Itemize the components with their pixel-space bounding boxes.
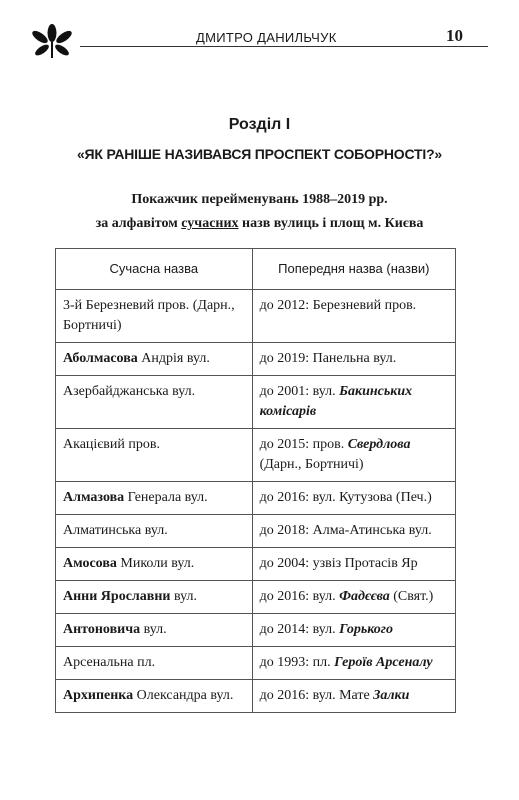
previous-name-cell (252, 343, 455, 376)
previous-name-text: до 1993: пл. (259, 655, 335, 670)
current-name-cell (56, 581, 253, 614)
index-title-line1: Покажчик перейменувань 1988–2019 рр. (131, 192, 388, 207)
running-head-author: ДМИТРО ДАНИЛЬЧУК (196, 30, 337, 45)
previous-name-cell (252, 482, 455, 515)
previous-name-text: до 2014: вул. (259, 622, 340, 637)
table-header-row (56, 249, 456, 290)
previous-name-bold-italic: Бакинських комісарів (259, 384, 413, 419)
current-name-text: Генерала вул. (124, 490, 208, 505)
table-row (56, 290, 456, 343)
current-name-bold: Архипенка (63, 688, 134, 703)
page-number: 10 (446, 26, 463, 45)
current-name-text: Алматинська вул. (63, 523, 168, 538)
previous-name-bold-italic: Фадєєва (339, 589, 390, 604)
previous-name-suffix: (Свят.) (389, 589, 434, 604)
index-title-line2 (0, 216, 519, 232)
header-rule (80, 46, 488, 47)
chapter-subtitle: «ЯК РАНІШЕ НАЗИВАВСЯ ПРОСПЕКТ СОБОРНОСТІ?» (76, 146, 443, 162)
table-row (56, 515, 456, 548)
column-header-current: Сучасна назва (56, 249, 253, 290)
previous-name-bold-italic: Героїв Арсеналу (334, 655, 433, 670)
chapter-title: Розділ І (228, 116, 291, 133)
current-name-text: Андрія вул. (137, 351, 210, 366)
previous-name-bold-italic: Залки (373, 688, 410, 703)
current-name-text: Арсенальна пл. (63, 655, 156, 670)
column-header-previous: Попередня назва (назви) (252, 249, 455, 290)
table-row (56, 376, 456, 429)
current-name-cell (56, 548, 253, 581)
current-name-text: Акацієвий пров. (63, 437, 161, 452)
table-row (56, 680, 456, 713)
current-name-cell (56, 376, 253, 429)
previous-name-text: до 2019: Панельна вул. (259, 351, 397, 366)
previous-name-text: до 2012: Березневий пров. (259, 298, 417, 313)
table-row (56, 429, 456, 482)
current-name-bold: Аболмасова (63, 351, 138, 366)
table-body (56, 290, 456, 713)
current-name-cell (56, 290, 253, 343)
current-name-cell (56, 680, 253, 713)
table-row (56, 482, 456, 515)
previous-name-suffix: (Дарн., Бортничі) (259, 457, 364, 472)
table-row (56, 548, 456, 581)
previous-name-cell (252, 376, 455, 429)
current-name-cell (56, 429, 253, 482)
current-name-text: Олександра вул. (133, 688, 234, 703)
table-row (56, 581, 456, 614)
index-line2-start: за алфавітом (95, 216, 182, 231)
previous-name-text: до 2016: вул. (259, 589, 340, 604)
current-name-bold: Амосова (63, 556, 117, 571)
table-row (56, 343, 456, 376)
current-name-text: вул. (170, 589, 197, 604)
page-header (30, 22, 470, 62)
current-name-text: 3-й Березневий пров. (Дарн., Бортничі) (63, 298, 235, 333)
previous-name-bold-italic: Горького (339, 622, 393, 637)
previous-name-text: до 2004: узвіз Протасів Яр (259, 556, 418, 571)
chestnut-leaf-icon (30, 24, 74, 60)
previous-name-cell (252, 290, 455, 343)
current-name-cell (56, 482, 253, 515)
previous-name-text: до 2015: пров. (259, 437, 348, 452)
current-name-text: Азербайджанська вул. (63, 384, 196, 399)
current-name-cell (56, 614, 253, 647)
previous-name-cell (252, 581, 455, 614)
previous-name-text: до 2001: вул. (259, 384, 340, 399)
current-name-bold: Анни Ярославни (63, 589, 171, 604)
previous-name-text: до 2016: вул. Кутузова (Печ.) (259, 490, 432, 505)
current-name-text: Миколи вул. (116, 556, 195, 571)
current-name-bold: Антоновича (63, 622, 141, 637)
current-name-text: вул. (140, 622, 167, 637)
previous-name-cell (252, 548, 455, 581)
previous-name-cell (252, 429, 455, 482)
current-name-bold: Алмазова (63, 490, 125, 505)
previous-name-cell (252, 515, 455, 548)
previous-name-cell (252, 647, 455, 680)
table-row (56, 614, 456, 647)
current-name-cell (56, 343, 253, 376)
previous-name-bold-italic: Свердлова (347, 437, 411, 452)
current-name-cell (56, 647, 253, 680)
index-line2-end: назв вулиць і площ м. Києва (238, 216, 424, 231)
previous-name-cell (252, 614, 455, 647)
table-row (56, 647, 456, 680)
current-name-cell (56, 515, 253, 548)
previous-name-cell (252, 680, 455, 713)
index-underlined-word: сучасних (181, 216, 239, 231)
previous-name-text: до 2018: Алма-Атинська вул. (259, 523, 432, 538)
renaming-table (55, 248, 456, 713)
previous-name-text: до 2016: вул. Мате (259, 688, 374, 703)
